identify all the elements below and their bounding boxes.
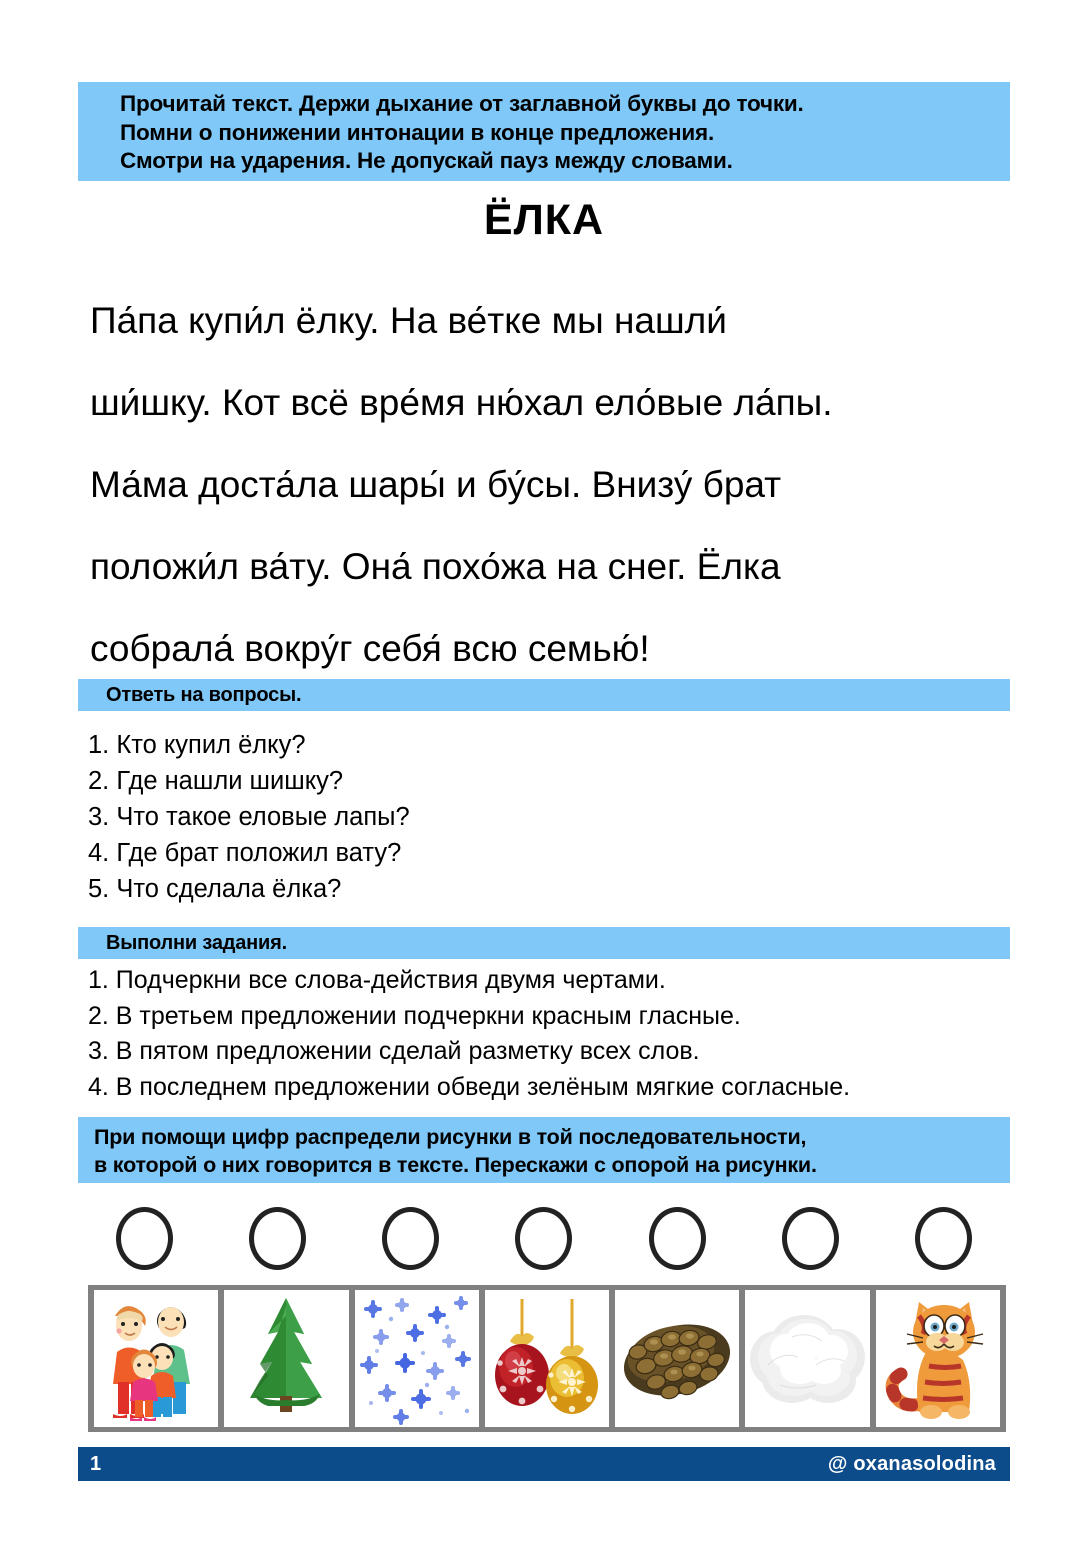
question-item: 4. Где брат положил вату? — [88, 839, 402, 867]
cotton-wool-icon — [746, 1303, 870, 1415]
top-instructions-banner — [78, 82, 1010, 181]
question-item: 5. Что сделала ёлка? — [88, 875, 342, 903]
story-title: ЁЛКА — [483, 196, 605, 244]
sequence-circle[interactable] — [915, 1207, 972, 1270]
sequence-instructions-banner — [78, 1117, 1010, 1183]
picture-strip — [88, 1285, 1006, 1432]
story-line: собрала́ вокру́г себя́ всю семью́! — [90, 628, 650, 669]
task-item: 3. В пятом предложении сделай разметку всех слов. — [88, 1037, 700, 1065]
cat-picture — [876, 1290, 1000, 1427]
task-item: 1. Подчеркни все слова-действия двумя чертами. — [88, 966, 666, 994]
cat-icon — [879, 1294, 997, 1424]
question-item: 2. Где нашли шишку? — [88, 767, 344, 795]
questions-heading-banner — [78, 679, 1010, 711]
tasks-heading: Выполни задания. — [106, 932, 287, 954]
pine-cone-icon — [616, 1304, 738, 1414]
page-number: 1 — [90, 1452, 102, 1475]
top-instruction-line-1: Прочитай текст. Держи дыхание от заглавной буквы до точки. — [120, 91, 804, 116]
sequence-circle[interactable] — [116, 1207, 173, 1270]
story-line: положи́л ва́ту. Она́ похо́жа на снег. Ёлка — [90, 546, 781, 587]
story-line: Па́па купи́л ёлку. На ве́тке мы нашли́ — [90, 300, 727, 341]
sequence-instruction-line-1: При помощи цифр распредели рисунки в той последовательности, — [94, 1125, 807, 1149]
top-instruction-line-3: Смотри на ударения. Не допускай пауз между словами. — [120, 148, 733, 173]
snowflakes-icon — [357, 1293, 477, 1425]
questions-heading: Ответь на вопросы. — [106, 684, 302, 706]
cotton-wool-picture — [745, 1290, 869, 1427]
pine-cone-picture — [615, 1290, 739, 1427]
author-handle: @ oxanasolodina — [827, 1452, 996, 1475]
story-text-body — [90, 280, 1020, 690]
task-item: 2. В третьем предложении подчеркни красным гласные. — [88, 1001, 741, 1030]
christmas-baubles-picture — [485, 1290, 609, 1427]
top-instruction-line-2: Помни о понижении интонации в конце предложения. — [120, 119, 715, 145]
footer-bar — [78, 1447, 1010, 1481]
tasks-heading-banner — [78, 927, 1010, 959]
sequence-circle[interactable] — [649, 1207, 706, 1270]
sequence-circle[interactable] — [382, 1207, 439, 1270]
christmas-baubles-icon — [488, 1293, 606, 1425]
fir-tree-picture — [224, 1290, 348, 1427]
sequence-circles-row — [78, 1200, 1010, 1276]
sequence-circle[interactable] — [515, 1207, 572, 1270]
tasks-list — [88, 963, 1018, 1105]
family-icon — [97, 1294, 215, 1424]
question-item: 3. Что такое еловые лапы? — [88, 803, 410, 831]
question-item: 1. Кто купил ёлку? — [88, 731, 306, 759]
sequence-circle[interactable] — [782, 1207, 839, 1270]
questions-list — [88, 727, 1018, 907]
snowflakes-picture — [355, 1290, 479, 1427]
sequence-circle[interactable] — [249, 1207, 306, 1270]
task-item: 4. В последнем предложении обведи зелёным мягкие согласные. — [88, 1072, 851, 1101]
story-line: ши́шку. Кот всё вре́мя ню́хал ело́вые ла́пы. — [90, 382, 833, 423]
sequence-instruction-line-2: в которой о них говорится в тексте. Перескажи с опорой на рисунки. — [94, 1153, 817, 1177]
fir-tree-icon — [230, 1294, 342, 1424]
story-line: Ма́ма доста́ла шары́ и бу́сы. Внизу́ брат — [90, 464, 782, 505]
family-picture — [94, 1290, 218, 1427]
